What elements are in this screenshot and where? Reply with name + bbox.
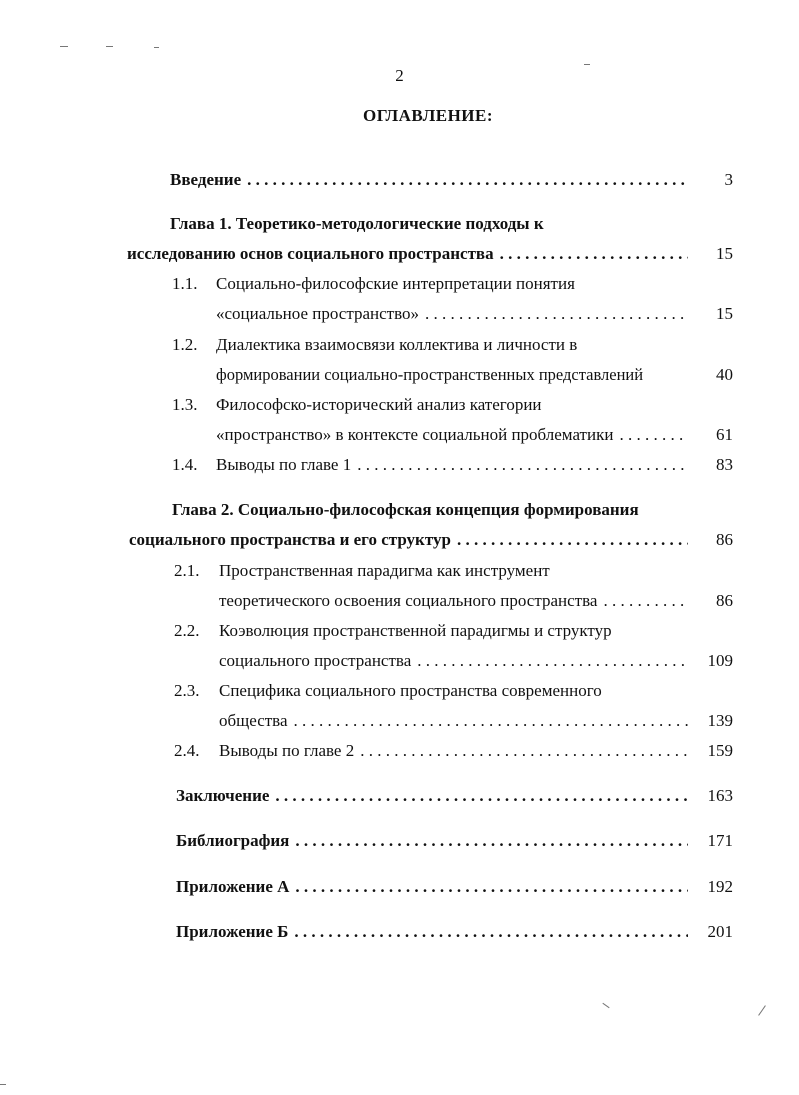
toc-entry-label: Приложение Б [176,922,289,941]
dot-leader [247,169,688,191]
section-2-3-title-line2: общества [219,711,288,730]
toc-entry-appendix-a[interactable] [176,876,692,898]
section-1-3-title-line1[interactable]: Философско-исторический анализ категории [216,395,542,414]
toc-page-number: 139 [707,711,733,730]
toc-entry-chapter-1[interactable] [127,243,692,265]
toc-entry-conclusion[interactable] [176,785,692,807]
section-2-4-title: Выводы по главе 2 [219,741,355,760]
section-2-2-title-line2: социального пространства [219,651,412,670]
section-1-1-title-line2: «социальное пространство» [216,304,420,323]
scan-speck [60,46,68,47]
chapter-2-title-line1[interactable]: Глава 2. Социально-философская концепция формирования [172,500,639,519]
toc-entry-label: Приложение А [176,877,290,896]
toc-entry-section-2-1[interactable] [219,590,692,612]
chapter-1-title-line2: исследованию основ социального пространства [127,244,494,263]
toc-entry-section-1-4[interactable] [216,454,692,476]
scan-speck [758,1005,766,1015]
toc-page-number: 109 [707,651,733,670]
scan-speck [0,1084,6,1085]
toc-entry-appendix-b[interactable] [176,921,692,943]
toc-entry-label: Библиография [176,831,290,850]
toc-page-number: 171 [707,831,733,850]
section-number: 1.1. [172,274,198,293]
dot-leader [360,740,688,762]
dot-leader [417,650,688,672]
toc-page-number: 40 [716,365,733,384]
toc-entry-label: Заключение [176,786,270,805]
toc-entry-section-2-3[interactable] [219,710,692,732]
section-number: 1.2. [172,335,198,354]
dot-leader [457,529,688,551]
section-2-1-title-line2: теоретического освоения социального пространства [219,591,598,610]
toc-page-number: 159 [707,741,733,760]
dot-leader [619,424,688,446]
section-number: 1.4. [172,455,198,474]
toc-page-number: 192 [707,877,733,896]
toc-page-number: 15 [716,244,733,263]
dot-leader [295,830,688,852]
section-number: 1.3. [172,395,198,414]
toc-page-number: 15 [716,304,733,323]
dot-leader [357,454,688,476]
toc-entry-bibliography[interactable] [176,830,692,852]
dot-leader [275,785,688,807]
scan-speck [154,47,159,48]
toc-entry-label: Введение [170,170,242,189]
section-number: 2.3. [174,681,200,700]
scan-speck [584,64,590,65]
section-1-2-title-line1[interactable]: Диалектика взаимосвязи коллектива и личности в [216,335,578,354]
dot-leader [295,876,688,898]
toc-page-number: 61 [716,425,733,444]
toc-entry-intro[interactable] [170,169,692,191]
toc-page-number: 201 [707,922,733,941]
section-number: 2.1. [174,561,200,580]
toc-entry-chapter-2[interactable] [129,529,692,551]
toc-title: ОГЛАВЛЕНИЕ: [362,106,494,125]
section-1-1-title-line1[interactable]: Социально-философские интерпретации понятия [216,274,575,293]
dot-leader [500,243,688,265]
toc-page-number: 163 [707,786,733,805]
section-number: 2.4. [174,741,200,760]
section-1-3-title-line2: «пространство» в контексте социальной проблематики [216,425,614,444]
scan-speck [602,1003,609,1008]
toc-page-number: 83 [716,455,733,474]
toc-entry-section-1-3[interactable] [216,424,692,446]
section-number: 2.2. [174,621,200,640]
page-number: 2 [395,66,404,85]
dot-leader [603,590,688,612]
section-1-4-title: Выводы по главе 1 [216,455,352,474]
section-1-2-title-line2[interactable]: формировании социально-пространственных представлений [216,365,644,384]
toc-page-number: 3 [724,170,733,189]
toc-entry-section-2-4[interactable] [219,740,692,762]
dot-leader [425,303,688,325]
chapter-1-title-line1[interactable]: Глава 1. Теоретико-методологические подходы к [170,214,544,233]
dot-leader [294,710,688,732]
section-2-3-title-line1[interactable]: Специфика социального пространства современного [219,681,602,700]
toc-entry-section-1-1[interactable] [216,303,692,325]
chapter-2-title-line2: социального пространства и его структур [129,530,451,549]
toc-page-number: 86 [716,530,733,549]
toc-page-number: 86 [716,591,733,610]
scan-speck [106,46,113,47]
section-2-2-title-line1[interactable]: Коэволюция пространственной парадигмы и структур [219,621,612,640]
section-2-1-title-line1[interactable]: Пространственная парадигма как инструмент [219,561,550,580]
dot-leader [294,921,688,943]
toc-entry-section-2-2[interactable] [219,650,692,672]
